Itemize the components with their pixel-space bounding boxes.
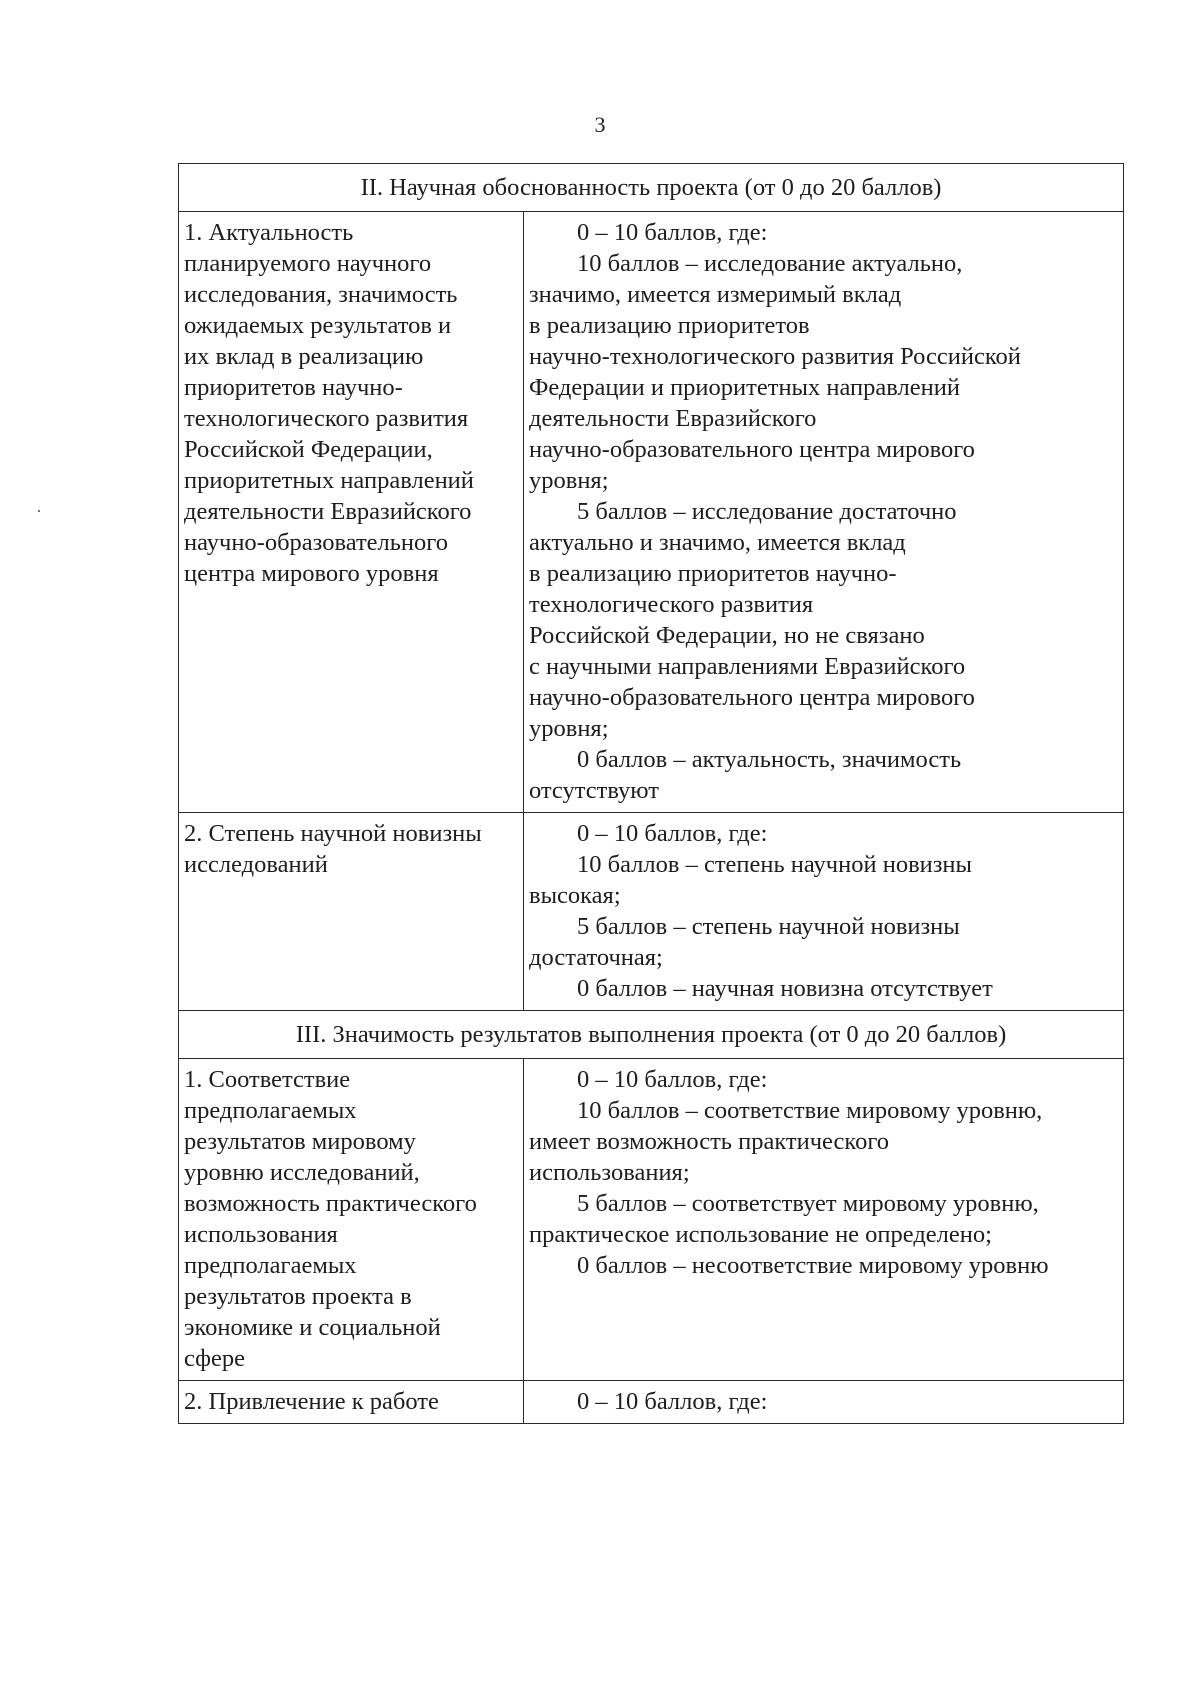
criterion-cell [179, 1059, 524, 1381]
scoring-line: использования; [529, 1159, 690, 1186]
scoring-line: 0 – 10 баллов, где: [577, 219, 768, 246]
section-header-row [179, 164, 1124, 212]
criterion-cell [179, 1381, 524, 1424]
criterion-line: экономике и социальной [184, 1314, 441, 1341]
criterion-line: результатов мировому [184, 1128, 416, 1155]
section-title: II. Научная обоснованность проекта (от 0 до 20 баллов) [179, 164, 1124, 212]
criterion-line: технологического развития [184, 405, 469, 432]
criterion-line: их вклад в реализацию [184, 343, 424, 370]
criteria-table [178, 163, 1124, 1424]
scoring-line: научно-образовательного центра мирового [529, 436, 975, 463]
scoring-line: 0 баллов – несоответствие мировому уровню [577, 1252, 1049, 1279]
table-row [179, 1059, 1124, 1381]
criterion-line: результатов проекта в [184, 1283, 412, 1310]
scoring-line: 0 баллов – научная новизна отсутствует [577, 975, 993, 1002]
scoring-line: 10 баллов – исследование актуально, [577, 250, 963, 277]
scoring-line: практическое использование не определено; [529, 1221, 992, 1248]
scoring-line: 10 баллов – степень научной новизны [577, 851, 973, 878]
scan-speck [38, 510, 40, 512]
scoring-line: актуально и значимо, имеется вклад [529, 529, 906, 556]
criterion-line: ожидаемых результатов и [184, 312, 452, 339]
scoring-cell [524, 813, 1124, 1011]
scoring-line: Федерации и приоритетных направлений [529, 374, 960, 401]
scoring-line: 5 баллов – степень научной новизны [577, 913, 960, 940]
criterion-line: использования [184, 1221, 338, 1248]
scoring-line: с научными направлениями Евразийского [529, 653, 966, 680]
criterion-line: исследований [184, 851, 328, 878]
scoring-line: значимо, имеется измеримый вклад [529, 281, 902, 308]
scoring-line: технологического развития [529, 591, 814, 618]
scoring-cell [524, 1059, 1124, 1381]
scoring-cell [524, 1381, 1124, 1424]
scoring-line: уровня; [529, 715, 609, 742]
scoring-line: 0 баллов – актуальность, значимость [577, 746, 962, 773]
page-number: 3 [594, 112, 606, 137]
criterion-line: исследования, значимость [184, 281, 458, 308]
scoring-line: 0 – 10 баллов, где: [577, 820, 768, 847]
criterion-line: предполагаемых [184, 1097, 357, 1124]
criterion-line: планируемого научного [184, 250, 432, 277]
scoring-line: Российской Федерации, но не связано [529, 622, 925, 649]
scoring-line: научно-технологического развития Российской [529, 343, 1021, 370]
scoring-line: достаточная; [529, 944, 663, 971]
scoring-line: уровня; [529, 467, 609, 494]
criterion-line: научно-образовательного [184, 529, 448, 556]
criterion-cell [179, 212, 524, 813]
scoring-line: 0 – 10 баллов, где: [577, 1388, 768, 1415]
criterion-line: 1. Соответствие [184, 1066, 351, 1093]
scoring-line: научно-образовательного центра мирового [529, 684, 975, 711]
scoring-line: в реализацию приоритетов [529, 312, 810, 339]
criterion-cell [179, 813, 524, 1011]
criterion-line: приоритетов научно- [184, 374, 403, 401]
scoring-line: 0 – 10 баллов, где: [577, 1066, 768, 1093]
criterion-line: возможность практического [184, 1190, 477, 1217]
criterion-line: 1. Актуальность [184, 219, 354, 246]
scoring-line: имеет возможность практического [529, 1128, 890, 1155]
scoring-cell [524, 212, 1124, 813]
criterion-line: предполагаемых [184, 1252, 357, 1279]
table-row [179, 212, 1124, 813]
scoring-line: деятельности Евразийского [529, 405, 817, 432]
criterion-line: 2. Степень научной новизны [184, 820, 482, 847]
scoring-line: высокая; [529, 882, 621, 909]
criterion-line: деятельности Евразийского [184, 498, 472, 525]
criterion-line: Российской Федерации, [184, 436, 433, 463]
criterion-line: центра мирового уровня [184, 560, 439, 587]
scoring-line: отсутствуют [529, 777, 659, 804]
table-row [179, 1381, 1124, 1424]
scoring-line: 10 баллов – соответствие мировому уровню, [577, 1097, 1043, 1124]
scoring-line: 5 баллов – исследование достаточно [577, 498, 957, 525]
scoring-line: 5 баллов – соответствует мировому уровню, [577, 1190, 1039, 1217]
criterion-line: 2. Привлечение к работе [184, 1388, 439, 1415]
table-row [179, 813, 1124, 1011]
criterion-line: сфере [184, 1345, 246, 1372]
criterion-line: уровню исследований, [184, 1159, 420, 1186]
section-title: III. Значимость результатов выполнения проекта (от 0 до 20 баллов) [179, 1011, 1124, 1059]
section-header-row [179, 1011, 1124, 1059]
criterion-line: приоритетных направлений [184, 467, 474, 494]
scoring-line: в реализацию приоритетов научно- [529, 560, 897, 587]
